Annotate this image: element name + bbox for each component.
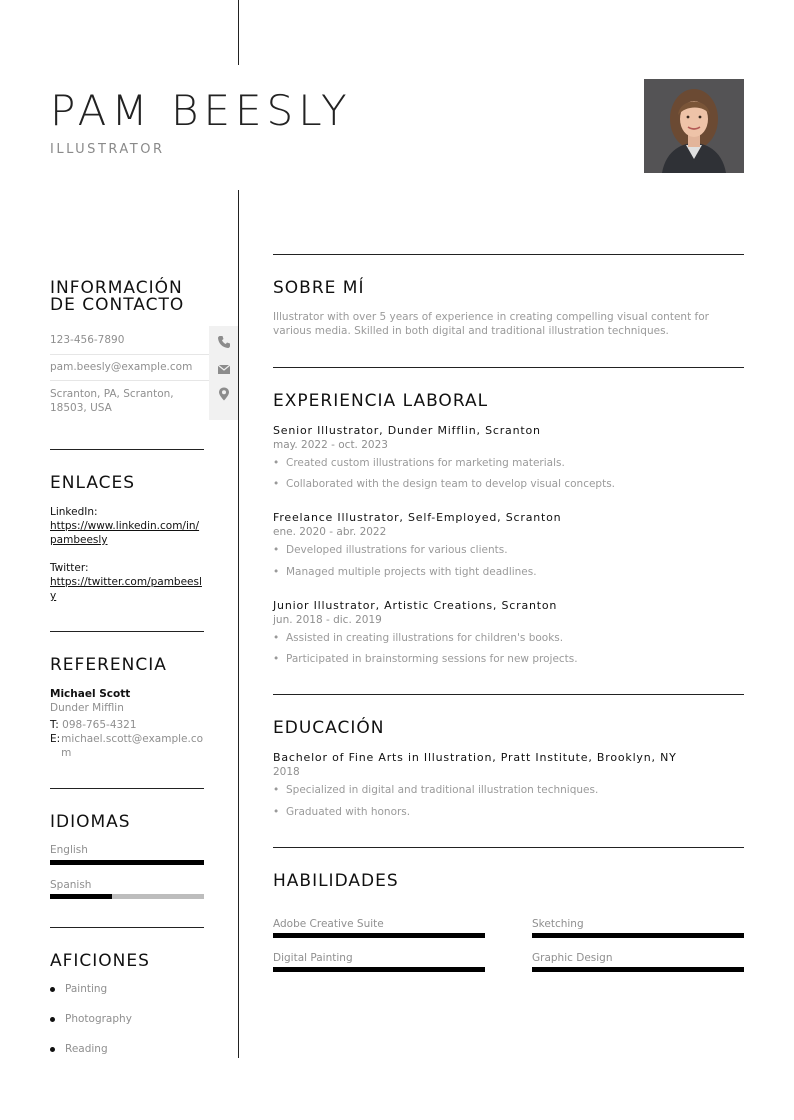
job-bullet: • Collaborated with the design team to develop visual concepts.	[273, 478, 616, 490]
language-bar	[50, 860, 204, 865]
education-bullet: • Specialized in digital and traditional illustration techniques.	[273, 784, 599, 796]
contact-separator	[50, 380, 210, 381]
skills-heading: HABILIDADES	[273, 871, 399, 891]
reference-heading: REFERENCIA	[50, 655, 167, 675]
section-rule	[50, 449, 204, 450]
job-bullet: • Managed multiple projects with tight deadlines.	[273, 566, 537, 578]
twitter-link[interactable]: https://twitter.com/pambeesly	[50, 576, 202, 602]
experience-heading: EXPERIENCIA LABORAL	[273, 391, 489, 411]
contact-icon-column	[209, 326, 238, 420]
job-title: Senior Illustrator, Dunder Mifflin, Scranton	[273, 424, 541, 437]
job-dates: ene. 2020 - abr. 2022	[273, 526, 387, 538]
reference-company: Dunder Mifflin	[50, 702, 124, 714]
hobby-item: Reading	[50, 1043, 108, 1055]
hobbies-heading: AFICIONES	[50, 951, 150, 971]
column-divider-line	[238, 190, 239, 1058]
bullet-dot	[50, 1017, 55, 1022]
language-bar	[50, 894, 204, 899]
about-heading: SOBRE MÍ	[273, 278, 365, 298]
top-divider-line	[238, 0, 239, 65]
job-bullet: • Developed illustrations for various clients.	[273, 544, 508, 556]
skill-bar-fill	[273, 933, 485, 938]
degree-title: Bachelor of Fine Arts in Illustration, Pratt Institute, Brooklyn, NY	[273, 751, 677, 764]
section-rule	[273, 694, 744, 695]
about-text: Illustrator with over 5 years of experience in creating compelling visual content for various media. Skilled in both digital and traditional illustration techniques.	[273, 311, 709, 337]
mail-icon	[216, 361, 232, 377]
job-title: Freelance Illustrator, Self-Employed, Scranton	[273, 511, 562, 524]
hobby-item: Painting	[50, 983, 107, 995]
skill-label: Adobe Creative Suite	[273, 918, 384, 930]
language-bar-fill	[50, 894, 112, 899]
candidate-name: PAM BEESLY	[50, 86, 352, 135]
language-label: English	[50, 844, 88, 856]
contact-heading: INFORMACIÓN DE CONTACTO	[50, 278, 185, 315]
job-bullet: • Assisted in creating illustrations for children's books.	[273, 632, 564, 644]
reference-email: michael.scott@example.com	[61, 733, 204, 759]
reference-name: Michael Scott	[50, 688, 131, 700]
skill-label: Digital Painting	[273, 952, 353, 964]
reference-phone-row	[50, 718, 204, 732]
section-rule	[50, 927, 204, 928]
contact-address: Scranton, PA, Scranton, 18503, USA	[50, 388, 174, 414]
education-bullet: • Graduated with honors.	[273, 806, 411, 818]
job-title: Junior Illustrator, Artistic Creations, Scranton	[273, 599, 558, 612]
job-dates: may. 2022 - oct. 2023	[273, 439, 388, 451]
skill-bar	[532, 967, 744, 972]
reference-phone: 098-765-4321	[62, 719, 137, 731]
reference-phone-label: T:	[50, 719, 59, 731]
contact-email: pam.beesly@example.com	[50, 361, 193, 373]
profile-photo	[644, 79, 744, 173]
section-rule	[50, 631, 204, 632]
skill-bar	[532, 933, 744, 938]
degree-year: 2018	[273, 766, 300, 778]
bullet-dot	[50, 987, 55, 992]
link-label: Twitter:	[50, 562, 89, 574]
skill-bar-fill	[532, 933, 744, 938]
job-bullet: • Participated in brainstorming sessions for new projects.	[273, 653, 578, 665]
hobby-item: Photography	[50, 1013, 132, 1025]
skill-label: Sketching	[532, 918, 584, 930]
section-rule	[273, 254, 744, 255]
link-item-linkedin	[50, 505, 204, 547]
job-bullet: • Created custom illustrations for marketing materials.	[273, 457, 565, 469]
links-heading: ENLACES	[50, 473, 136, 493]
candidate-title: ILLUSTRATOR	[50, 142, 165, 157]
link-item-twitter	[50, 561, 204, 603]
skill-bar	[273, 967, 485, 972]
language-bar-fill	[50, 860, 204, 865]
skill-bar-fill	[273, 967, 485, 972]
skill-bar	[273, 933, 485, 938]
section-rule	[273, 367, 744, 368]
phone-icon	[216, 334, 232, 350]
link-label: LinkedIn:	[50, 506, 98, 518]
section-rule	[50, 788, 204, 789]
reference-email-row	[50, 732, 204, 760]
linkedin-link[interactable]: https://www.linkedin.com/in/pambeesly	[50, 520, 200, 546]
job-dates: jun. 2018 - dic. 2019	[273, 614, 382, 626]
contact-separator	[50, 354, 210, 355]
location-icon	[216, 386, 232, 402]
bullet-dot	[50, 1047, 55, 1052]
education-heading: EDUCACIÓN	[273, 718, 385, 738]
skill-label: Graphic Design	[532, 952, 613, 964]
contact-phone: 123-456-7890	[50, 334, 125, 346]
skill-bar-fill	[532, 967, 744, 972]
language-label: Spanish	[50, 879, 92, 891]
reference-email-label: E:	[50, 733, 61, 745]
section-rule	[273, 847, 744, 848]
reference-block	[50, 687, 204, 760]
languages-heading: IDIOMAS	[50, 812, 131, 832]
